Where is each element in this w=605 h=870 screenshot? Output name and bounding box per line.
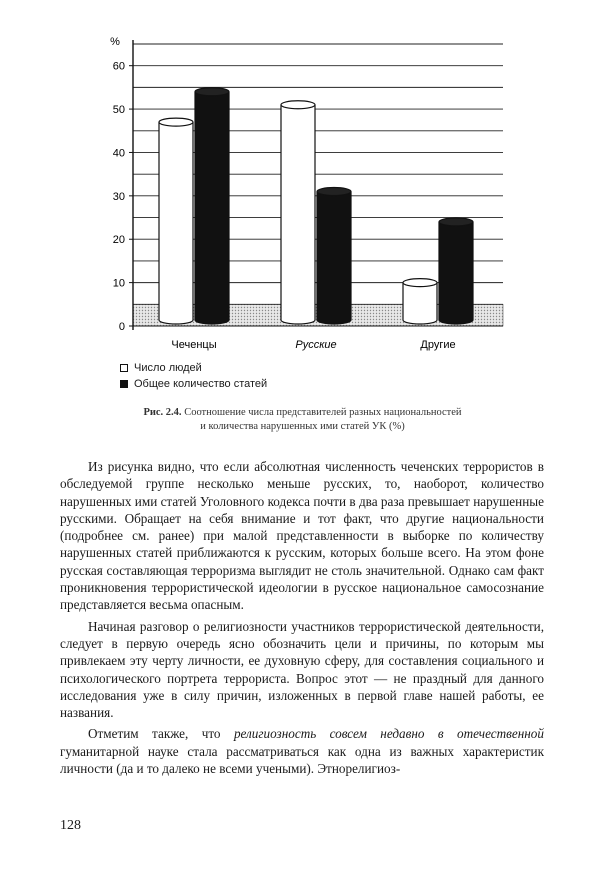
legend-item-people bbox=[120, 360, 267, 376]
bar-articles-1 bbox=[317, 192, 351, 324]
category-label: Чеченцы bbox=[171, 339, 217, 351]
y-tick-label: 60 bbox=[112, 60, 125, 73]
paragraph-3 bbox=[60, 725, 544, 777]
paragraph-2: Начиная разговор о религиозности участников террористической деятельности, следует в первую очередь ясно обозначить цели и причины, по которым мы привлекаем эту черту личности, ее духовную сферу, для составления социального и психологического портрета террориста. Вопрос этот — не праздный для данного исследования уже в силу причин, изложенных в первой главе нашей работы, ее названия. bbox=[60, 618, 544, 721]
body-text bbox=[60, 458, 544, 777]
bar-people-1 bbox=[281, 105, 315, 324]
chart-svg bbox=[0, 0, 605, 400]
chart-legend bbox=[120, 360, 267, 392]
paragraph-3-rest: гуманитарной науке стала рассматриваться как одна из важных характеристик личности (да и то далеко не всеми учеными). Этнорелигиоз- bbox=[60, 743, 544, 777]
legend-swatch-black bbox=[120, 380, 128, 388]
bar-top-articles-1 bbox=[317, 188, 351, 196]
y-tick-label: 10 bbox=[112, 277, 125, 290]
caption-label: Рис. 2.4. bbox=[143, 407, 182, 418]
paragraph-1: Из рисунка видно, что если абсолютная численность чеченских террористов в обследуемой группе несколько меньше русских, то, наоборот, количество нарушенных ими статей Уголовного кодекса почти в два раза превышает нарушенные русскими. Обращает на себя внимание и тот факт, что другие национальности (подробнее см. ранее) при малой представленности в выборке по количеству нарушенных статей приближаются к русским, которых больше всего. На этом фоне русская составляющая терроризма выглядит не столь значительной. Однако сам факт проникновения террористической идеологии в русское национальное самосознание представляется весьма опасным. bbox=[60, 459, 544, 613]
legend-label-articles: Общее количество статей bbox=[134, 378, 268, 390]
bar-top-people-2 bbox=[403, 279, 437, 287]
bar-top-articles-0 bbox=[195, 88, 229, 96]
category-label: Русские bbox=[295, 339, 337, 351]
caption-line-2: и количества нарушенных ими статей УК (%) bbox=[200, 421, 405, 432]
bar-top-people-0 bbox=[159, 118, 193, 126]
y-tick-label: 50 bbox=[112, 104, 125, 117]
legend-swatch-white bbox=[120, 364, 128, 372]
legend-item-articles bbox=[120, 376, 267, 392]
bar-articles-0 bbox=[195, 92, 229, 324]
y-tick-label: 0 bbox=[118, 321, 125, 333]
bar-top-articles-2 bbox=[439, 218, 473, 226]
caption-line-1: Соотношение числа представителей разных национальностей bbox=[184, 407, 462, 418]
bar-chart bbox=[0, 0, 605, 400]
y-axis-label: % bbox=[110, 36, 120, 48]
y-tick-label: 40 bbox=[112, 147, 125, 160]
bar-top-people-1 bbox=[281, 101, 315, 109]
bar-articles-2 bbox=[439, 222, 473, 324]
bar-people-2 bbox=[403, 283, 437, 324]
bar-people-0 bbox=[159, 122, 193, 324]
paragraph-3-start: Отметим также, что bbox=[88, 726, 234, 742]
category-label: Другие bbox=[420, 339, 456, 351]
page-number: 128 bbox=[60, 818, 81, 833]
paragraph-3-emphasis: религиозность совсем недавно в отечественной bbox=[233, 726, 544, 742]
legend-label-people: Число людей bbox=[134, 362, 202, 374]
figure-caption bbox=[60, 406, 545, 434]
y-tick-label: 20 bbox=[112, 234, 125, 247]
y-tick-label: 30 bbox=[112, 190, 125, 203]
